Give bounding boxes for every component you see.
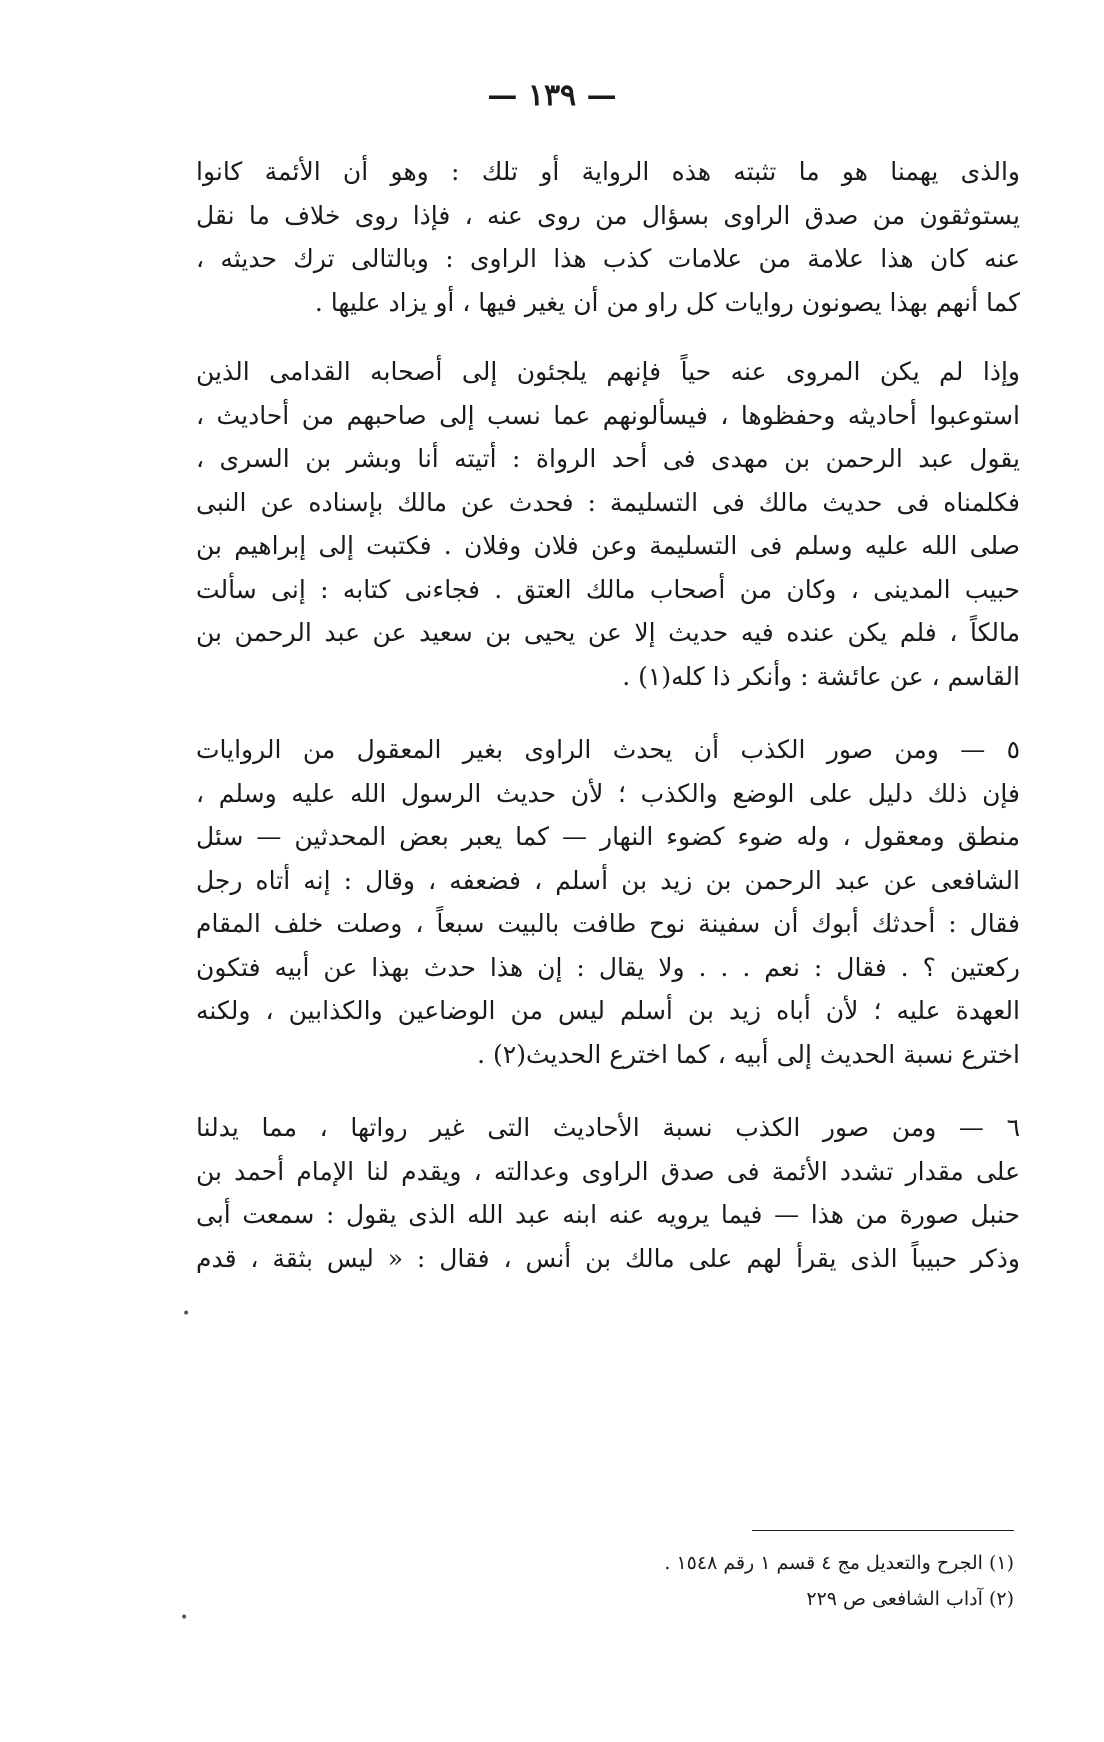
- text-line: حبيب المدينى ، وكان من أصحاب مالك العتق . فجاءنى كتابه : إنى سألت: [196, 574, 1020, 604]
- margin-speck: •: [180, 1610, 189, 1626]
- footnote: (١) الجرح والتعديل مج ٤ قسم ١ رقم ١٥٤٨ .: [664, 1552, 1014, 1574]
- text-line: مالكاً ، فلم يكن عنده فيه حديث إلا عن يحيى بن سعيد عن عبد الرحمن بن: [196, 618, 1020, 647]
- text-line: القاسم ، عن عائشة : وأنكر ذا كله(١) .: [622, 661, 1020, 691]
- text-line: العهدة عليه ؛ لأن أباه زيد بن أسلم ليس من الوضاعين والكذابين ، ولكنه: [196, 996, 1020, 1025]
- body-text: [196, 150, 1020, 1280]
- paragraph: [196, 350, 1020, 698]
- text-line: وذكر حبيباً الذى يقرأ لهم على مالك بن أنس ، فقال : « ليس بثقة ، قدم: [196, 1243, 1020, 1273]
- text-line: ٦ — ومن صور الكذب نسبة الأحاديث التى غير رواتها ، مما يدلنا: [196, 1113, 1020, 1142]
- text-line: على مقدار تشدد الأئمة فى صدق الراوى وعدالته ، ويقدم لنا الإمام أحمد بن: [196, 1156, 1020, 1186]
- text-line: الشافعى عن عبد الرحمن بن زيد بن أسلم ، فضعفه ، وقال : إنه أتاه رجل: [196, 865, 1020, 895]
- paragraph: [196, 1106, 1020, 1280]
- text-line: اخترع نسبة الحديث إلى أبيه ، كما اخترع الحديث(٢) .: [477, 1039, 1020, 1069]
- text-line: ركعتين ؟ . فقال : نعم . . . ولا يقال : إن هذا حدث بهذا عن أبيه فتكون: [196, 952, 1020, 982]
- text-line: صلى الله عليه وسلم فى التسليمة وعن فلان وفلان . فكتبت إلى إبراهيم بن: [196, 531, 1020, 560]
- margin-speck: •: [182, 1306, 191, 1322]
- text-line: وإذا لم يكن المروى عنه حياً فإنهم يلجئون إلى أصحابه القدامى الذين: [196, 357, 1020, 386]
- text-line: كما أنهم بهذا يصونون روايات كل راو من أن يغير فيها ، أو يزاد عليها .: [314, 287, 1020, 317]
- text-line: يقول عبد الرحمن بن مهدى فى أحد الرواة : أتيته أنا وبشر بن السرى ،: [196, 444, 1020, 473]
- text-line: فكلمناه فى حديث مالك فى التسليمة : فحدث عن مالك بإسناده عن النبى: [196, 487, 1020, 517]
- footnote: (٢) آداب الشافعى ص ٢٢٩: [806, 1588, 1014, 1610]
- footnote-divider: [752, 1530, 1014, 1531]
- text-line: فإن ذلك دليل على الوضع والكذب ؛ لأن حديث الرسول الله عليه وسلم ،: [196, 778, 1020, 808]
- text-line: ٥ — ومن صور الكذب أن يحدث الراوى بغير المعقول من الروايات: [196, 735, 1020, 764]
- paragraph: [196, 728, 1020, 1076]
- text-line: والذى يهمنا هو ما تثبته هذه الرواية أو تلك : وهو أن الأئمة كانوا: [196, 157, 1020, 186]
- text-line: منطق ومعقول ، وله ضوء كضوء النهار — كما يعبر بعض المحدثين — سئل: [196, 822, 1020, 851]
- text-line: يستوثقون من صدق الراوى بسؤال من روى عنه ، فإذا روى خلاف ما نقل: [196, 200, 1020, 230]
- footnotes: [500, 1545, 1014, 1617]
- text-line: عنه كان هذا علامة من علامات كذب هذا الراوى : وبالتالى ترك حديثه ،: [196, 244, 1020, 273]
- text-line: حنبل صورة من هذا — فيما يرويه عنه ابنه عبد الله الذى يقول : سمعت أبى: [196, 1200, 1020, 1229]
- page-number: — ١٣٩ —: [487, 78, 617, 113]
- text-line: فقال : أحدثك أبوك أن سفينة نوح طافت بالبيت سبعاً ، وصلت خلف المقام: [196, 909, 1020, 938]
- text-line: استوعبوا أحاديثه وحفظوها ، فيسألونهم عما نسب إلى صاحبهم من أحاديث ،: [196, 400, 1020, 430]
- paragraph: [196, 150, 1020, 324]
